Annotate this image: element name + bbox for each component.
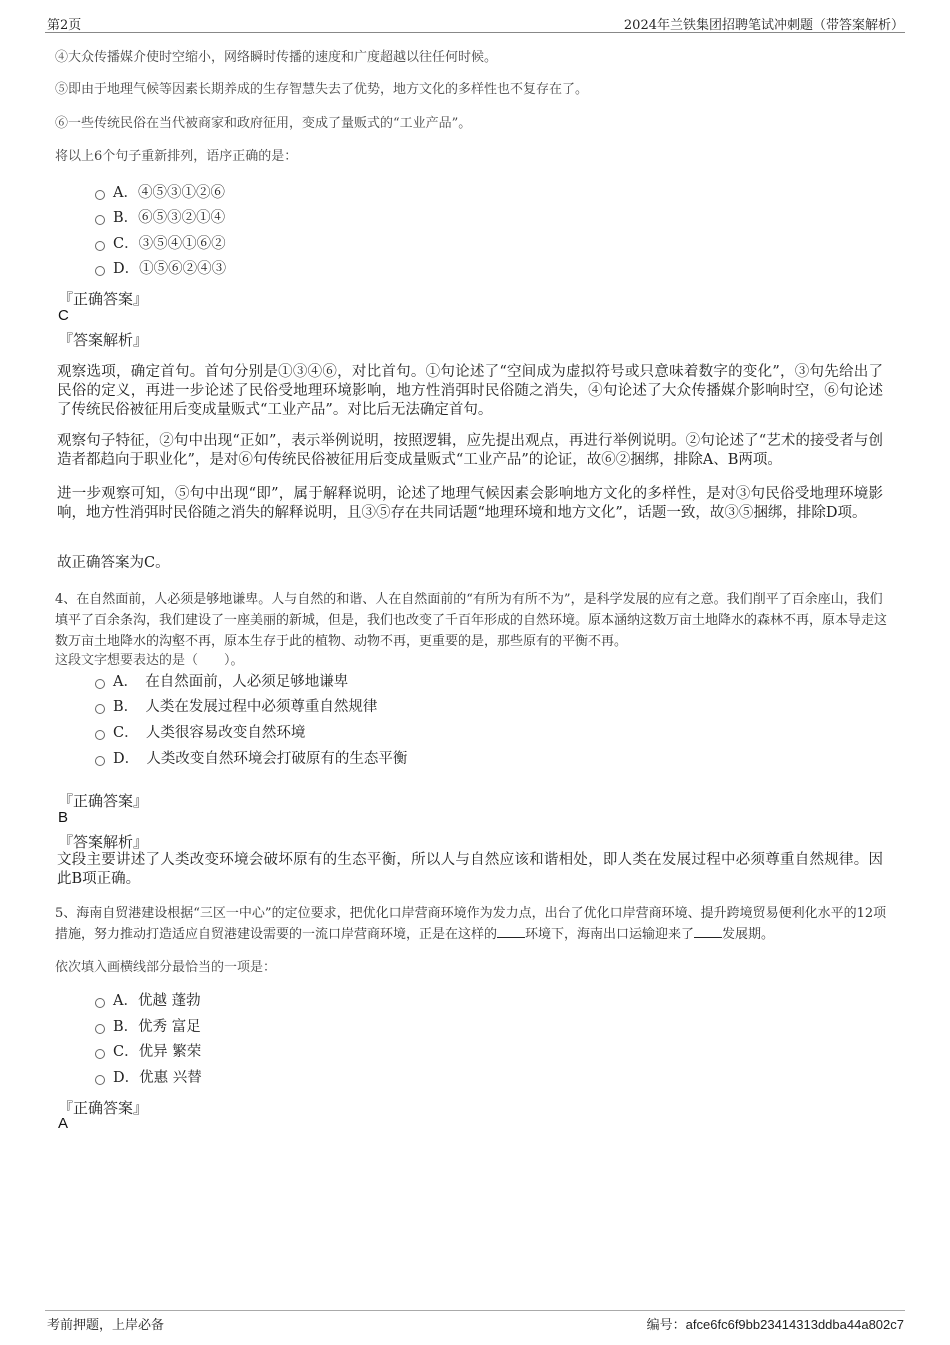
q3-option-d[interactable] [95, 258, 226, 280]
q4-option-b[interactable] [95, 696, 377, 718]
option-label: D．①⑤⑥②④③ [113, 261, 227, 277]
q5-text-part-1: 5、海南自贸港建设根据“三区一中心”的定位要求，把优化口岸营商环境作为发力点，出台了优化口岸营商环境、提升跨境贸易便利化水平的12项措施，努力推动打造适应自贸港建设需要的一流口岸营商环境，正是在这样的 [55, 906, 887, 942]
radio-icon[interactable] [95, 1049, 105, 1059]
q5-option-c[interactable] [95, 1041, 201, 1063]
option-label: C．③⑤④①⑥② [113, 236, 226, 252]
radio-icon[interactable] [95, 1075, 105, 1085]
option-label: D．优惠 兴替 [113, 1070, 202, 1086]
option-label: B． 人类在发展过程中必须尊重自然规律 [113, 699, 378, 715]
q3-analysis-paragraph-3: 进一步观察可知，⑤句中出现“即”，属于解释说明，论述了地理气候因素会影响地方文化的多样性，是对③句民俗受地理环境影响，地方性消弭时民俗随之消失的解释说明，且③⑤存在共同话题“地理环境和地方文化”，话题一致，故③⑤捆绑，排除D项。 [57, 486, 883, 521]
header-divider [45, 32, 905, 33]
q4-text: 4、在自然面前，人必须是够地谦卑。人与自然的和谐、人在自然面前的“有所为有所不为”，是科学发展的应有之意。我们削平了百余座山，我们填平了百余条沟，我们建设了一座美丽的新城，但是，我们也改变了千百年形成的自然环境。原本涵纳这数万亩土地降水的森林不再，原本导走这数万亩土地降水的沟壑不再，原本生存于此的植物、动物不再，更重要的是，那些原有的平衡不再。 [55, 592, 888, 649]
q3-sentence-6: ⑥一些传统民俗在当代被商家和政府征用，变成了量贩式的“工业产品”。 [55, 116, 472, 131]
option-label: B．⑥⑤③②①④ [113, 210, 226, 226]
option-label: A．优越 蓬勃 [113, 993, 201, 1009]
q4-option-d[interactable] [95, 748, 407, 770]
radio-icon[interactable] [95, 190, 105, 200]
q5-text-part-2: 环境下，海南出口运输迎来了 [525, 927, 695, 942]
q4-answer-label: 『正确答案』 [58, 792, 149, 810]
option-label: C． 人类很容易改变自然环境 [113, 725, 306, 741]
q5-option-b[interactable] [95, 1016, 201, 1038]
q3-answer-label: 『正确答案』 [58, 290, 149, 308]
radio-icon[interactable] [95, 241, 105, 251]
option-label: D． 人类改变自然环境会打破原有的生态平衡 [113, 751, 408, 767]
option-label: B．优秀 富足 [113, 1019, 201, 1035]
option-label: A．④⑤③①②⑥ [113, 185, 225, 201]
radio-icon[interactable] [95, 266, 105, 276]
q4-analysis: 文段主要讲述了人类改变环境会破坏原有的生态平衡，所以人与自然应该和谐相处，即人类在发展过程中必须尊重自然规律。因此B项正确。 [57, 852, 883, 887]
q5-text-part-3: 发展期。 [722, 927, 775, 942]
q4-answer: B [58, 809, 69, 826]
q5-option-d[interactable] [95, 1067, 202, 1089]
radio-icon[interactable] [95, 756, 105, 766]
q3-sentence-5: ⑤即由于地理气候等因素长期养成的生存智慧失去了优势，地方文化的多样性也不复存在了。 [55, 82, 589, 97]
footer-slogan: 考前押题，上岸必备 [47, 1318, 165, 1333]
radio-icon[interactable] [95, 1024, 105, 1034]
page-number: 第2页 [47, 18, 82, 33]
footer-divider [45, 1310, 905, 1311]
code-label: 编号： [646, 1318, 686, 1333]
q5-answer: A [58, 1115, 69, 1132]
radio-icon[interactable] [95, 998, 105, 1008]
q3-sentence-4: ④大众传播媒介使时空缩小，网络瞬时传播的速度和广度超越以往任何时候。 [55, 50, 498, 65]
fill-blank-1 [497, 937, 525, 938]
document-title: 2024年兰铁集团招聘笔试冲刺题（带答案解析） [623, 18, 904, 33]
q3-analysis-paragraph-1: 观察选项，确定首句。首句分别是①③④⑥，对比首句。①句论述了“空间成为虚拟符号或只意味着数字的变化”，③句先给出了民俗的定义，再进一步论述了民俗受地理环境影响，地方性消弭时民俗随之消失，④句论述了大众传播媒介影响时空，⑥句论述了传统民俗被征用后变成量贩式“工业产品”。对比后无法确定首句。 [57, 364, 883, 418]
q3-analysis-label: 『答案解析』 [58, 331, 149, 349]
q3-prompt: 将以上6个句子重新排列，语序正确的是： [55, 149, 298, 164]
q3-answer: C [58, 307, 69, 324]
q3-option-a[interactable] [95, 182, 225, 204]
radio-icon[interactable] [95, 730, 105, 740]
q5-answer-label: 『正确答案』 [58, 1099, 149, 1117]
option-label: A． 在自然面前，人必须足够地谦卑 [113, 674, 349, 690]
code-value: afce6fc6f9bb23414313ddba44a802c7 [685, 1317, 904, 1332]
fill-blank-2 [694, 937, 722, 938]
radio-icon[interactable] [95, 679, 105, 689]
q3-option-c[interactable] [95, 233, 226, 255]
q3-analysis-paragraph-2: 观察句子特征，②句中出现“正如”，表示举例说明，按照逻辑，应先提出观点，再进行举例说明。②句论述了“艺术的接受者与创造者都趋向于职业化”，是对⑥句传统民俗被征用后变成量贩式“工业产品”的论证，故⑥②捆绑，排除A、B两项。 [57, 433, 883, 468]
q4-option-c[interactable] [95, 722, 305, 744]
q3-analysis-conclusion: 故正确答案为C。 [57, 555, 170, 571]
option-label: C．优异 繁荣 [113, 1044, 202, 1060]
q5-option-a[interactable] [95, 990, 201, 1012]
q4-option-a[interactable] [95, 671, 348, 693]
document-code [647, 1314, 904, 1333]
q5-prompt: 依次填入画横线部分最恰当的一项是： [55, 960, 277, 975]
q3-option-b[interactable] [95, 207, 225, 229]
q5-text [55, 903, 895, 945]
q4-prompt: 这段文字想要表达的是（ ）。 [55, 653, 244, 668]
radio-icon[interactable] [95, 704, 105, 714]
q4-analysis-label: 『答案解析』 [58, 833, 149, 851]
radio-icon[interactable] [95, 215, 105, 225]
